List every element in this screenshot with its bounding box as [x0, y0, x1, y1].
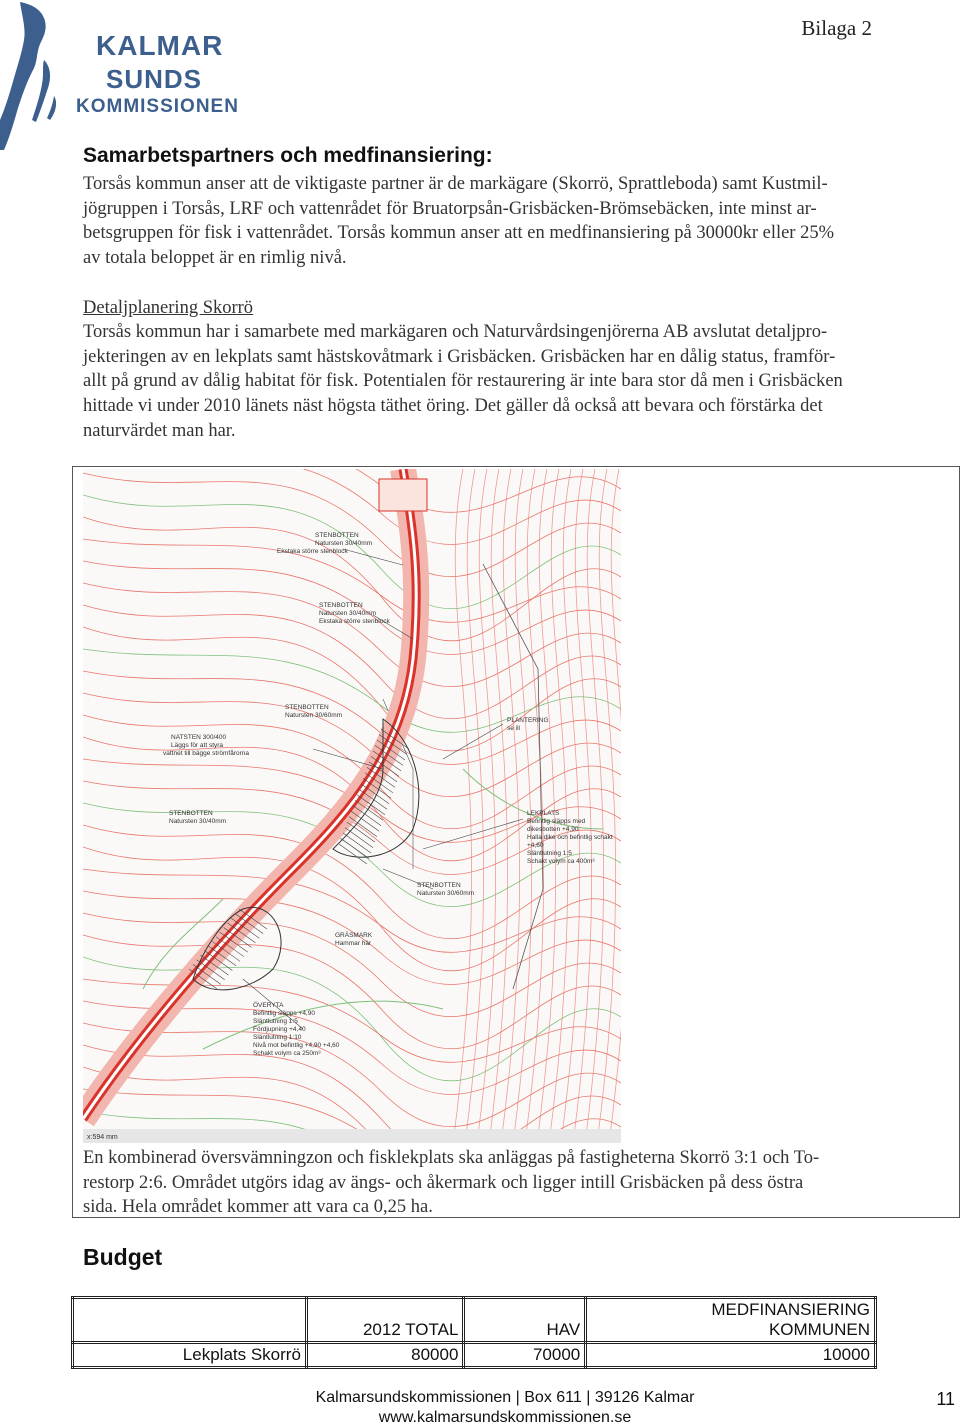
site-plan-drawing [83, 469, 621, 1143]
paragraph-line: naturvärdet man har. [83, 420, 236, 441]
caption-line: restorp 2:6. Området utgörs idag av ängs- och åkermark och ligger intill Grisbäcken på dess östra [83, 1172, 804, 1193]
site-plan-map [83, 469, 621, 1143]
appendix-label: Bilaga 2 [801, 16, 872, 40]
table-cell: 70000 [464, 1343, 586, 1368]
footer-address: Kalmarsundskommissionen | Box 611 | 39126 Kalmar [315, 1389, 695, 1406]
map-label-overyta-line: Släntlutning 1:5 [253, 1018, 298, 1025]
paragraph-line: Torsås kommun har i samarbete med markägaren och Naturvårdsingenjörerna AB avslutat detaljpro- [83, 322, 828, 342]
map-label-overyta: ÖVERYTA [253, 1002, 284, 1009]
table-row [73, 1343, 876, 1368]
map-label-overyta-line: Schakt volym ca 250m³ [253, 1050, 321, 1057]
map-label-grasmark: GRÄSMARK [335, 932, 373, 939]
map-label-stenbotten-5: STENBOTTEN [417, 882, 461, 889]
map-label-plantering: PLANTERING [507, 717, 549, 724]
map-label-lekplats-line: +4,60 [527, 842, 544, 849]
section-heading-partners: Samarbetspartners och medfinansiering: [83, 144, 493, 167]
map-label-lekplats-line: Halla dike och befintlig schakt [527, 834, 613, 841]
contour-line [489, 469, 508, 1143]
map-label-overyta-line: Befintlig släpps +4,90 [253, 1010, 315, 1017]
footer-website-link[interactable]: www.kalmarsundskommissionen.se [378, 1409, 632, 1426]
map-label-lekplats: LEKPLATS [527, 810, 560, 817]
contour-line [549, 469, 568, 1143]
paragraph-line: jögruppen i Torsås, LRF och vattenrådet för Bruatorpsån-Grisbäcken-Brömsebäcken, inte minst ar- [83, 198, 817, 219]
logo-line-1: KALMAR [96, 30, 224, 61]
map-label-overyta-line: Nivå mot befintlig +4,90 +4,60 [253, 1042, 340, 1049]
contour-line [537, 469, 556, 1143]
table-header-cell: 2012 TOTAL [306, 1298, 464, 1343]
map-label-lekplats-line: Befintlig släpps med [527, 818, 586, 825]
paragraph-line: jekteringen av en lekplats samt hästskovåtmark i Grisbäcken. Grisbäcken har en dålig status, framför- [83, 346, 836, 367]
paragraph-line: betsgruppen för fisk i vattenrådet. Torsås kommun anser att en medfinansiering på 30000kr eller 25% [83, 223, 835, 244]
table-header-cell: HAV [464, 1298, 586, 1343]
paragraph-line: hittade vi under 2010 länets näst högsta täthet öring. Det gäller då också att bevara och förstärka det [83, 396, 823, 417]
table-header-row [73, 1298, 876, 1343]
map-label-plantering-line: se ill [507, 725, 521, 732]
logo-line-2: SUNDS [106, 64, 203, 94]
contour-line [585, 469, 604, 1143]
table-cell: 10000 [586, 1343, 876, 1368]
contour-line [83, 1045, 621, 1143]
detaljplanering-paragraph [83, 320, 955, 444]
map-label-overyta-line: Fördjupning +4,40 [253, 1026, 306, 1033]
map-label-lekplats-line: Schakt volym ca 400m³ [527, 858, 595, 865]
paragraph-line: av totala beloppet är en rimlig nivå. [83, 248, 347, 269]
map-scale-readout: x:594 mm [87, 1134, 118, 1141]
section-heading-detaljplanering: Detaljplanering Skorrö [83, 298, 254, 318]
contour-line [609, 469, 621, 1143]
map-label-natsten-line: vattnet till bägge strömfårorna [163, 750, 249, 757]
map-label-lekplats-line: dikesbotten +4,90 [527, 826, 579, 833]
contour-line [453, 469, 472, 1143]
map-label-stenbotten-4-line: Natursten 30/40mm [169, 818, 227, 825]
budget-table [71, 1296, 877, 1369]
map-label-stenbotten-2: STENBOTTEN [319, 602, 363, 609]
map-label-stenbotten-1: STENBOTTEN [315, 532, 359, 539]
map-label-natsten-line: Läggs för att styra [171, 742, 224, 749]
budget-heading: Budget [83, 1244, 163, 1270]
map-label-stenbotten-3: STENBOTTEN [285, 704, 329, 711]
table-cell: 80000 [306, 1343, 464, 1368]
map-label-stenbotten-4: STENBOTTEN [169, 810, 213, 817]
map-label-stenbotten-3-line: Natursten 30/60mm [285, 712, 343, 719]
table-header-cell: MEDFINANSIERING KOMMUNEN [586, 1298, 876, 1343]
map-label-overyta-line: Släntlutning 1:10 [253, 1034, 302, 1041]
kalmarsund-logo [0, 0, 240, 160]
caption-line: sida. Hela området kommer att vara ca 0,25 ha. [83, 1197, 433, 1217]
map-label-stenbotten-5-line: Natursten 30/60mm [417, 890, 475, 897]
figure-caption [83, 1146, 949, 1220]
map-label-stenbotten-2-line: Ekstaka större stenblock [319, 618, 390, 625]
map-label-grasmark-line: Hammar här [335, 940, 372, 947]
page-number: 11 [936, 1389, 955, 1409]
map-label-lekplats-line: Släntlutning 1:5 [527, 850, 572, 857]
partners-paragraph [83, 172, 955, 271]
map-label-stenbotten-2-line: Natursten 30/40mm [319, 610, 377, 617]
map-label-natsten: NATSTEN 300/400 [171, 734, 227, 741]
paragraph-line: allt på grund av dålig habitat för fisk. Potentialen för restaurering är inte bara stor då men i Grisbäcken [83, 371, 843, 392]
contour-line [83, 1023, 621, 1127]
paragraph-line: Torsås kommun anser att de viktigaste partner är de markägare (Skorrö, Sprattleboda) samt Kustmil- [83, 174, 828, 194]
logo-line-3: KOMMISSIONEN [76, 96, 239, 117]
contour-line [561, 469, 580, 1143]
map-label-stenbotten-1-line: Ekstaka större stenblock [277, 548, 348, 555]
table-cell: Lekplats Skorrö [73, 1343, 307, 1368]
map-label-stenbotten-1-line: Natursten 30/40mm [315, 540, 373, 547]
caption-line: En kombinerad översvämningzon och fisklekplats ska anläggas på fastigheterna Skorrö 3:1 och To- [83, 1148, 820, 1168]
table-header-cell [73, 1298, 307, 1343]
